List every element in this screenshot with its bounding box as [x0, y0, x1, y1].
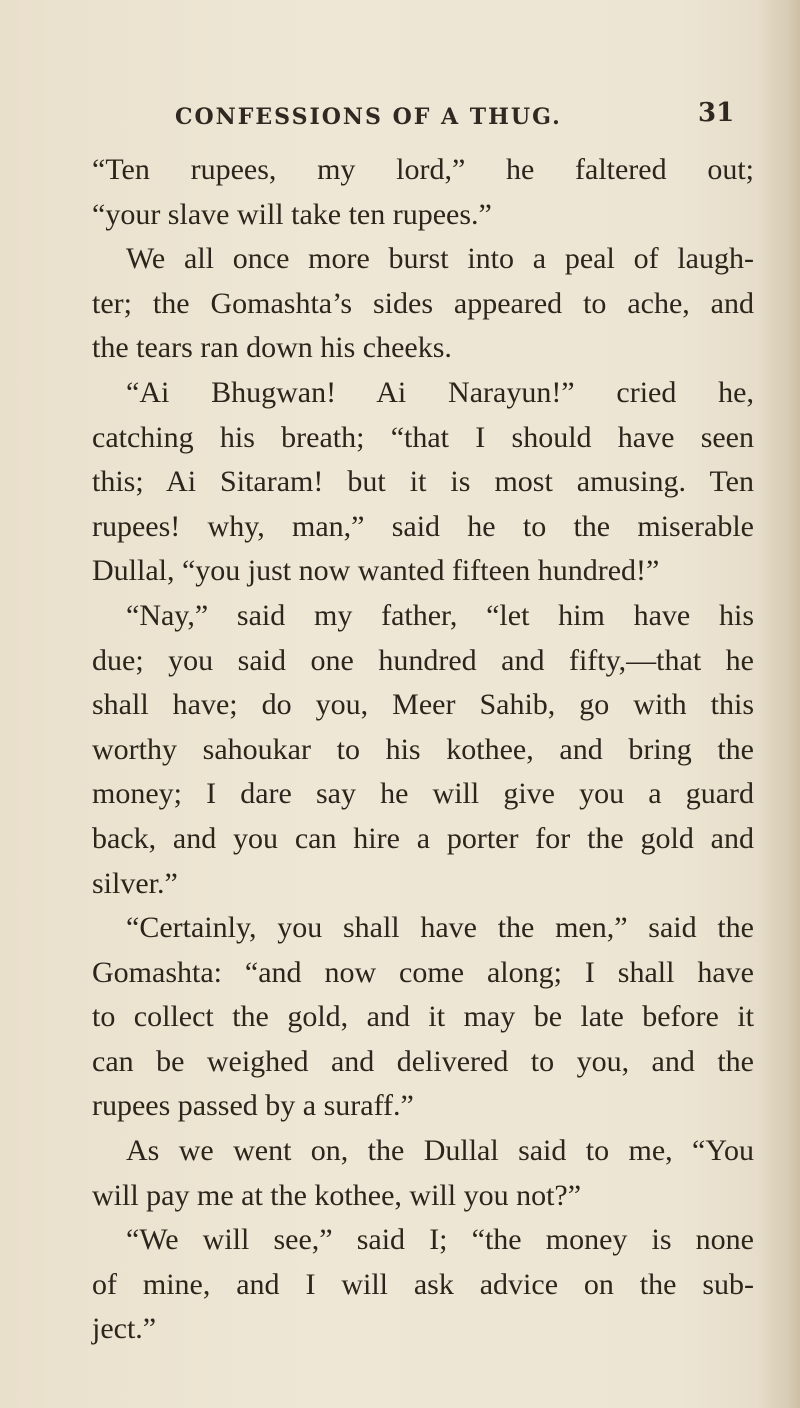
text-line: rupees! why, man,” said he to the miserable [92, 509, 754, 543]
page-number: 31 [698, 98, 735, 128]
text-line: due; you said one hundred and fifty,—that he [92, 643, 754, 677]
text-line: “Ai Bhugwan! Ai Narayun!” cried he, [126, 375, 754, 409]
text-line: rupees passed by a suraff.” [92, 1089, 414, 1123]
page-header [0, 98, 800, 144]
text-line: worthy sahoukar to his kothee, and bring the [92, 732, 754, 766]
text-line: Dullal, “you just now wanted fifteen hundred!” [92, 554, 660, 588]
text-line: to collect the gold, and it may be late before it [92, 1000, 754, 1034]
text-line: ject.” [92, 1312, 157, 1346]
text-line: the tears ran down his cheeks. [92, 331, 452, 365]
text-line: can be weighed and delivered to you, and the [92, 1044, 754, 1078]
text-line: shall have; do you, Meer Sahib, go with this [92, 688, 754, 722]
text-line: We all once more burst into a peal of laugh- [126, 242, 754, 276]
text-line: catching his breath; “that I should have seen [92, 420, 754, 454]
text-line: Gomashta: “and now come along; I shall have [92, 955, 754, 989]
text-line: “Ten rupees, my lord,” he faltered out; [92, 153, 754, 186]
text-line: this; Ai Sitaram! but it is most amusing. Ten [92, 465, 754, 499]
text-line: “Nay,” said my father, “let him have his [126, 598, 754, 632]
text-line: back, and you can hire a porter for the gold and [92, 821, 754, 855]
text-line: silver.” [92, 866, 178, 900]
text-line: “Certainly, you shall have the men,” said the [126, 911, 754, 945]
body-text [92, 148, 754, 1352]
page-edge-shadow [758, 0, 800, 1408]
text-line: “We will see,” said I; “the money is none [126, 1223, 754, 1257]
text-line: money; I dare say he will give you a guard [92, 777, 754, 811]
text-line: will pay me at the kothee, will you not?” [92, 1178, 582, 1212]
running-title: CONFESSIONS OF A THUG. [175, 104, 562, 130]
text-line: As we went on, the Dullal said to me, “You [126, 1134, 754, 1168]
text-line: “your slave will take ten rupees.” [92, 197, 492, 231]
text-line: of mine, and I will ask advice on the sub- [92, 1267, 754, 1301]
text-line: ter; the Gomashta’s sides appeared to ache, and [92, 286, 754, 320]
